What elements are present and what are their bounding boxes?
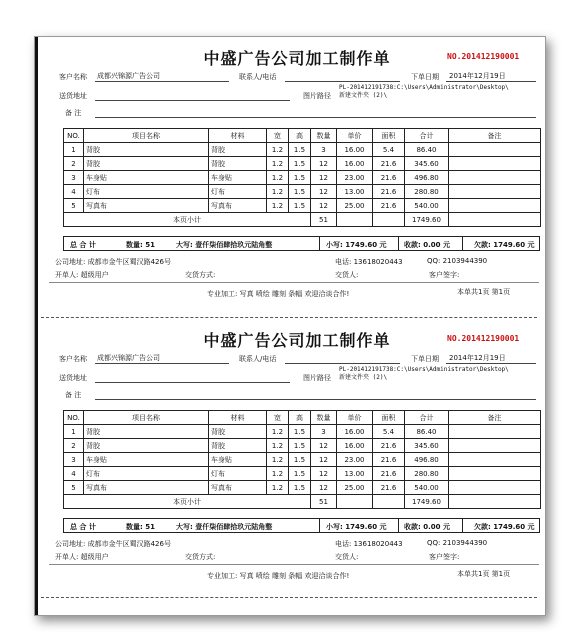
cell-height: 1.5: [289, 199, 311, 213]
cell-note: [449, 185, 541, 199]
remarks-underline: [95, 117, 536, 118]
image-path-value: [339, 84, 539, 100]
customer-label: 客户名称: [59, 73, 87, 81]
order-form-copy-1: [49, 45, 539, 327]
order-number: NO.201412190001: [447, 52, 520, 61]
cell-item-name: 写真布: [84, 481, 209, 495]
issuer: 开单人: 超级用户: [55, 553, 109, 561]
cell-width: 1.2: [267, 171, 289, 185]
table-header-row: [64, 129, 541, 143]
form-title: 中盛广告公司加工制作单: [203, 331, 391, 350]
col-header-note: 备注: [449, 129, 541, 143]
grand-total-quantity: 数量: 51: [126, 523, 155, 531]
cell-material: 灯布: [209, 467, 267, 481]
cell-note: [449, 425, 541, 439]
divider: [319, 237, 320, 250]
grand-total-uppercase: 大写: 壹仟柒佰肆拾玖元陆角整: [176, 241, 273, 249]
cell-item-name: 背胶: [84, 439, 209, 453]
order-date-underline: [446, 81, 536, 82]
cell-width: 1.2: [267, 199, 289, 213]
col-header-height: 高: [289, 129, 311, 143]
cell-total: 345.60: [405, 439, 449, 453]
subtotal-empty: [373, 495, 405, 509]
customer-signature: 客户签字:: [429, 271, 460, 279]
image-path-label: 图片路径: [303, 92, 331, 100]
subtotal-amount: 1749.60: [405, 495, 449, 509]
image-path-line-1: PL-201412191738:C:\Users\Administrator\Desktop\: [339, 366, 509, 373]
remarks-label: 备 注: [65, 109, 82, 117]
image-path-line-2: 新建文件夹 (2)\: [339, 92, 388, 99]
received-amount: 收款: 0.00 元: [404, 241, 450, 249]
cell-width: 1.2: [267, 467, 289, 481]
cell-note: [449, 199, 541, 213]
cell-no: 4: [64, 185, 84, 199]
company-qq: QQ: 2103944390: [427, 539, 488, 547]
col-header-no: NO.: [64, 411, 84, 425]
table-row: [64, 143, 541, 157]
cell-total: 86.40: [405, 143, 449, 157]
subtotal-row: [64, 213, 541, 227]
cell-item-name: 背胶: [84, 157, 209, 171]
divider: [462, 237, 463, 250]
cell-width: 1.2: [267, 481, 289, 495]
cell-material: 车身贴: [209, 171, 267, 185]
cell-item-name: 车身贴: [84, 453, 209, 467]
cell-item-name: 背胶: [84, 143, 209, 157]
order-date-label: 下单日期: [411, 355, 439, 363]
table-row: [64, 481, 541, 495]
cell-no: 1: [64, 425, 84, 439]
footer-underline: [49, 282, 539, 283]
cell-quantity: 12: [311, 199, 337, 213]
remarks-underline: [95, 399, 536, 400]
cell-area: 21.6: [373, 453, 405, 467]
cell-height: 1.5: [289, 143, 311, 157]
cell-area: 21.6: [373, 481, 405, 495]
cell-material: 灯布: [209, 185, 267, 199]
company-address: 公司地址: 成都市金牛区蜀汉路426号: [55, 258, 171, 266]
grand-total-label: 总 合 计: [70, 241, 96, 249]
customer-signature: 客户签字:: [429, 553, 460, 561]
page-left-border: [35, 37, 38, 615]
grand-total-uppercase: 大写: 壹仟柒佰肆拾玖元陆角整: [176, 523, 273, 531]
cell-no: 4: [64, 467, 84, 481]
cell-unit-price: 13.00: [337, 467, 373, 481]
delivery-label: 送货地址: [59, 92, 87, 100]
cell-height: 1.5: [289, 467, 311, 481]
cell-width: 1.2: [267, 425, 289, 439]
table-row: [64, 157, 541, 171]
col-header-note: 备注: [449, 411, 541, 425]
order-date-label: 下单日期: [411, 73, 439, 81]
customer-label: 客户名称: [59, 355, 87, 363]
cell-material: 车身贴: [209, 453, 267, 467]
subtotal-empty: [449, 213, 541, 227]
cell-unit-price: 13.00: [337, 185, 373, 199]
cell-total: 86.40: [405, 425, 449, 439]
order-date-value: 2014年12月19日: [449, 354, 506, 362]
col-header-item-name: 项目名称: [84, 129, 209, 143]
cell-area: 21.6: [373, 467, 405, 481]
cell-note: [449, 143, 541, 157]
delivery-label: 送货地址: [59, 374, 87, 382]
items-table: [63, 128, 541, 227]
cell-item-name: 灯布: [84, 185, 209, 199]
cell-item-name: 背胶: [84, 425, 209, 439]
cell-quantity: 12: [311, 467, 337, 481]
col-header-total: 合计: [405, 129, 449, 143]
cell-unit-price: 23.00: [337, 453, 373, 467]
subtotal-label: 本页小计: [64, 495, 311, 509]
cell-total: 345.60: [405, 157, 449, 171]
divider: [462, 519, 463, 532]
subtotal-empty: [337, 213, 373, 227]
contact-label: 联系人/电话: [239, 355, 277, 363]
grand-total-label: 总 合 计: [70, 523, 96, 531]
col-header-material: 材料: [209, 411, 267, 425]
order-number: NO.201412190001: [447, 334, 520, 343]
table-header-row: [64, 411, 541, 425]
company-qq: QQ: 2103944390: [427, 257, 488, 265]
col-header-unit-price: 单价: [337, 129, 373, 143]
image-path-line-2: 新建文件夹 (2)\: [339, 374, 388, 381]
cell-note: [449, 439, 541, 453]
cell-quantity: 12: [311, 171, 337, 185]
subtotal-empty: [337, 495, 373, 509]
cell-height: 1.5: [289, 425, 311, 439]
delivery-underline: [95, 382, 290, 383]
grand-total-bar: [63, 518, 540, 533]
receiver: 交货人:: [335, 553, 359, 561]
form-title: 中盛广告公司加工制作单: [203, 49, 391, 68]
divider: [319, 519, 320, 532]
cell-no: 5: [64, 481, 84, 495]
cell-total: 540.00: [405, 481, 449, 495]
issuer: 开单人: 超级用户: [55, 271, 109, 279]
order-form-copy-2: [49, 327, 539, 609]
grand-total-lowercase: 小写: 1749.60 元: [326, 241, 387, 249]
page-info: 本单共1页 第1页: [457, 288, 511, 296]
customer-underline: [95, 363, 229, 364]
subtotal-label: 本页小计: [64, 213, 311, 227]
table-row: [64, 171, 541, 185]
table-row: [64, 199, 541, 213]
cell-quantity: 12: [311, 453, 337, 467]
cell-note: [449, 467, 541, 481]
order-date-underline: [446, 363, 536, 364]
table-row: [64, 185, 541, 199]
cell-area: 5.4: [373, 425, 405, 439]
company-phone: 电话: 13618020443: [335, 540, 403, 548]
image-path-line-1: PL-201412191738:C:\Users\Administrator\Desktop\: [339, 84, 509, 91]
cell-area: 21.6: [373, 157, 405, 171]
cell-no: 3: [64, 171, 84, 185]
cell-height: 1.5: [289, 157, 311, 171]
owed-amount: 欠款: 1749.60 元: [474, 523, 535, 531]
cell-material: 背胶: [209, 143, 267, 157]
contact-label: 联系人/电话: [239, 73, 277, 81]
cell-item-name: 写真布: [84, 199, 209, 213]
cell-height: 1.5: [289, 481, 311, 495]
cell-width: 1.2: [267, 439, 289, 453]
cell-height: 1.5: [289, 171, 311, 185]
cell-no: 5: [64, 199, 84, 213]
delivery-method: 交货方式:: [185, 271, 216, 279]
cell-item-name: 灯布: [84, 467, 209, 481]
subtotal-empty: [373, 213, 405, 227]
cell-unit-price: 23.00: [337, 171, 373, 185]
order-date-value: 2014年12月19日: [449, 72, 506, 80]
grand-total-lowercase: 小写: 1749.60 元: [326, 523, 387, 531]
cell-total: 540.00: [405, 199, 449, 213]
print-preview-page: [34, 36, 546, 616]
cell-no: 2: [64, 157, 84, 171]
cell-total: 280.80: [405, 467, 449, 481]
cell-width: 1.2: [267, 453, 289, 467]
cell-item-name: 车身贴: [84, 171, 209, 185]
cell-quantity: 12: [311, 157, 337, 171]
col-header-material: 材料: [209, 129, 267, 143]
col-header-unit-price: 单价: [337, 411, 373, 425]
table-row: [64, 439, 541, 453]
cell-total: 496.80: [405, 171, 449, 185]
cell-note: [449, 481, 541, 495]
cell-material: 写真布: [209, 199, 267, 213]
subtotal-quantity: 51: [311, 495, 337, 509]
cell-height: 1.5: [289, 185, 311, 199]
delivery-method: 交货方式:: [185, 553, 216, 561]
services-slogan: 专业加工: 写真 喷绘 雕刻 条幅 欢迎洽谈合作!: [207, 572, 350, 580]
divider: [398, 237, 399, 250]
cut-line: [41, 597, 537, 598]
subtotal-empty: [449, 495, 541, 509]
owed-amount: 欠款: 1749.60 元: [474, 241, 535, 249]
cell-quantity: 12: [311, 185, 337, 199]
cell-unit-price: 16.00: [337, 143, 373, 157]
cell-material: 背胶: [209, 425, 267, 439]
cell-quantity: 12: [311, 439, 337, 453]
contact-underline: [285, 81, 400, 82]
cell-area: 21.6: [373, 185, 405, 199]
cell-total: 496.80: [405, 453, 449, 467]
col-header-area: 面积: [373, 411, 405, 425]
grand-total-bar: [63, 236, 540, 251]
subtotal-row: [64, 495, 541, 509]
cell-note: [449, 453, 541, 467]
cell-area: 21.6: [373, 199, 405, 213]
cell-width: 1.2: [267, 143, 289, 157]
image-path-value: [339, 366, 539, 382]
cell-note: [449, 171, 541, 185]
col-header-total: 合计: [405, 411, 449, 425]
divider: [398, 519, 399, 532]
cell-no: 2: [64, 439, 84, 453]
delivery-underline: [95, 100, 290, 101]
col-header-area: 面积: [373, 129, 405, 143]
cell-note: [449, 157, 541, 171]
received-amount: 收款: 0.00 元: [404, 523, 450, 531]
services-slogan: 专业加工: 写真 喷绘 雕刻 条幅 欢迎洽谈合作!: [207, 290, 350, 298]
cell-no: 3: [64, 453, 84, 467]
cell-area: 5.4: [373, 143, 405, 157]
col-header-height: 高: [289, 411, 311, 425]
cell-no: 1: [64, 143, 84, 157]
grand-total-quantity: 数量: 51: [126, 241, 155, 249]
col-header-item-name: 项目名称: [84, 411, 209, 425]
cell-total: 280.80: [405, 185, 449, 199]
cell-quantity: 3: [311, 143, 337, 157]
col-header-width: 宽: [267, 129, 289, 143]
company-phone: 电话: 13618020443: [335, 258, 403, 266]
col-header-quantity: 数量: [311, 411, 337, 425]
cell-width: 1.2: [267, 185, 289, 199]
customer-value: 成都兴锦源广告公司: [97, 72, 160, 80]
table-row: [64, 453, 541, 467]
cell-unit-price: 25.00: [337, 199, 373, 213]
cell-unit-price: 25.00: [337, 481, 373, 495]
company-address: 公司地址: 成都市金牛区蜀汉路426号: [55, 540, 171, 548]
cell-height: 1.5: [289, 439, 311, 453]
contact-underline: [285, 363, 400, 364]
footer-underline: [49, 564, 539, 565]
table-row: [64, 467, 541, 481]
cell-area: 21.6: [373, 171, 405, 185]
cut-line: [41, 317, 537, 318]
subtotal-quantity: 51: [311, 213, 337, 227]
cell-quantity: 3: [311, 425, 337, 439]
items-table: [63, 410, 541, 509]
col-header-quantity: 数量: [311, 129, 337, 143]
cell-material: 写真布: [209, 481, 267, 495]
col-header-no: NO.: [64, 129, 84, 143]
cell-material: 背胶: [209, 157, 267, 171]
col-header-width: 宽: [267, 411, 289, 425]
cell-unit-price: 16.00: [337, 157, 373, 171]
cell-material: 背胶: [209, 439, 267, 453]
cell-height: 1.5: [289, 453, 311, 467]
page-info: 本单共1页 第1页: [457, 570, 511, 578]
image-path-label: 图片路径: [303, 374, 331, 382]
table-row: [64, 425, 541, 439]
cell-unit-price: 16.00: [337, 425, 373, 439]
cell-area: 21.6: [373, 439, 405, 453]
customer-value: 成都兴锦源广告公司: [97, 354, 160, 362]
cell-unit-price: 16.00: [337, 439, 373, 453]
customer-underline: [95, 81, 229, 82]
cell-width: 1.2: [267, 157, 289, 171]
cell-quantity: 12: [311, 481, 337, 495]
subtotal-amount: 1749.60: [405, 213, 449, 227]
receiver: 交货人:: [335, 271, 359, 279]
remarks-label: 备 注: [65, 391, 82, 399]
